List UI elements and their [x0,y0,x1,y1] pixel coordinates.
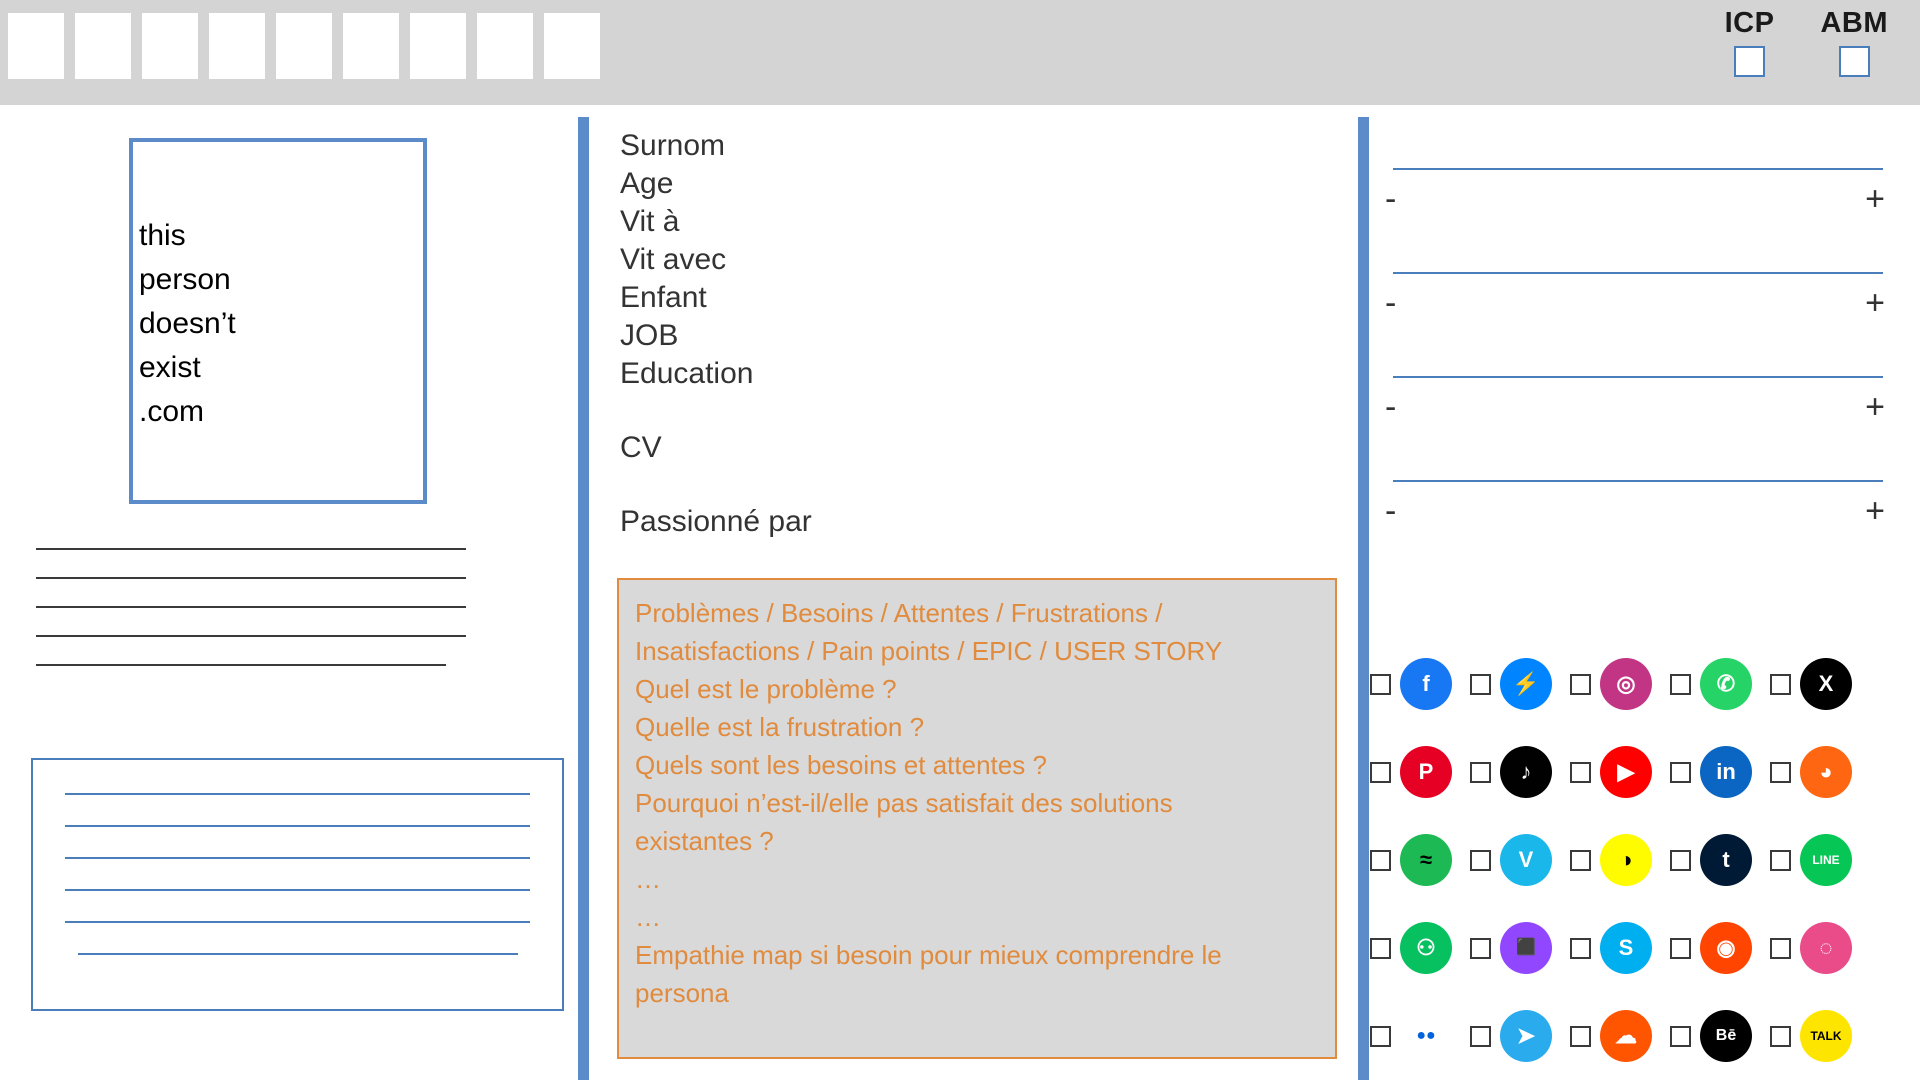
tab-box-4[interactable] [209,13,265,79]
field-age: Age [620,167,674,200]
social-icon-glyph: ◎ [1616,671,1636,696]
messenger-icon [1500,658,1552,710]
pain-points-box [617,578,1337,1059]
vimeo-icon [1500,834,1552,886]
topbar-toggle-group [1725,6,1888,77]
social-cell-dribbble[interactable] [1770,922,1870,974]
social-cell-twitch[interactable] [1470,922,1570,974]
photo-placeholder-line: doesn’t [139,307,236,340]
behance-icon [1700,1010,1752,1062]
social-checkbox-tumblr[interactable] [1670,850,1691,871]
social-checkbox-snapchat[interactable] [1570,850,1591,871]
x-twitter-icon [1800,658,1852,710]
social-icon-glyph: TALK [1810,1029,1842,1043]
social-cell-behance[interactable] [1670,1010,1770,1062]
social-cell-tumblr[interactable] [1670,834,1770,886]
tab-box-3[interactable] [142,13,198,79]
attribute-slider-group [1385,168,1885,584]
slider-plus-label: + [1865,180,1885,218]
notes-rule-block [36,548,466,693]
topbar-item-icp[interactable] [1725,6,1775,77]
note-rule-line [36,606,466,608]
social-icon-glyph: ◕ [1819,759,1833,784]
social-icon-glyph: ⚡ [1512,671,1540,696]
social-checkbox-instagram[interactable] [1570,674,1591,695]
tab-strip [8,13,600,79]
skype-icon [1600,922,1652,974]
social-icon-glyph: ⬛ [1516,939,1536,956]
social-icon-glyph: ▶ [1617,759,1635,784]
social-checkbox-kakaotalk[interactable] [1770,1026,1791,1047]
social-cell-flickr[interactable] [1370,1010,1470,1062]
pain-point-line: persona [635,978,729,1008]
pain-point-line: existantes ? [635,826,774,856]
pain-point-line: Insatisfactions / Pain points / EPIC / USER STORY [635,636,1223,666]
whatsapp-icon [1700,658,1752,710]
social-checkbox-wechat[interactable] [1370,938,1391,959]
social-cell-youtube[interactable] [1570,746,1670,798]
social-cell-reddit[interactable] [1670,922,1770,974]
social-icon-glyph: ◉ [1716,935,1736,960]
social-checkbox-messenger[interactable] [1470,674,1491,695]
social-icon-glyph: LINE [1812,853,1840,867]
tumblr-icon [1700,834,1752,886]
column-divider-right [1358,117,1369,1080]
social-checkbox-dribbble[interactable] [1770,938,1791,959]
social-checkbox-twitch[interactable] [1470,938,1491,959]
tab-box-1[interactable] [8,13,64,79]
topbar-item-checkbox[interactable] [1839,46,1870,77]
social-icon-glyph: X [1818,671,1834,696]
tiktok-icon [1500,746,1552,798]
photo-placeholder-line: this [139,219,186,252]
field-job: JOB [620,319,679,352]
slider-track[interactable] [1393,168,1883,170]
identity-field-list [620,127,812,541]
social-icon-glyph: S [1618,935,1634,960]
pain-point-line: Quelle est la frustration ? [635,712,925,742]
social-icon-glyph: ●● [1416,1027,1436,1044]
slider-track[interactable] [1393,272,1883,274]
social-checkbox-flickr[interactable] [1370,1026,1391,1047]
telegram-icon [1500,1010,1552,1062]
social-cell-soundcloud[interactable] [1570,1010,1670,1062]
pain-point-line: Empathie map si besoin pour mieux comprendre le [635,940,1222,970]
social-checkbox-telegram[interactable] [1470,1026,1491,1047]
notes-box[interactable] [31,758,564,1011]
attribute-slider-2[interactable] [1385,272,1885,376]
social-cell-telegram[interactable] [1470,1010,1570,1062]
social-checkbox-line[interactable] [1770,850,1791,871]
note-rule-line [36,664,446,666]
social-cell-x-twitter[interactable] [1770,658,1870,710]
social-cell-kakaotalk[interactable] [1770,1010,1870,1062]
social-icon-glyph: ☁ [1615,1023,1637,1048]
social-network-grid [1370,640,1870,1080]
tab-box-8[interactable] [477,13,533,79]
social-checkbox-tiktok[interactable] [1470,762,1491,783]
top-bar [0,0,1920,105]
notebox-rule-line [65,825,530,827]
field-cv: CV [620,431,662,464]
photo-placeholder-text [139,214,236,434]
slider-plus-label: + [1865,492,1885,530]
photo-placeholder-line: exist [139,351,201,384]
social-checkbox-firefox[interactable] [1770,762,1791,783]
notebox-rule-line [78,953,518,955]
social-icon-glyph: in [1716,759,1736,784]
field-passionne-par: Passionné par [620,505,812,538]
notebox-rule-line [65,921,530,923]
note-rule-line [36,548,466,550]
social-cell-tiktok[interactable] [1470,746,1570,798]
social-checkbox-reddit[interactable] [1670,938,1691,959]
pain-point-line: … [635,902,661,932]
social-cell-wechat[interactable] [1370,922,1470,974]
social-cell-pinterest[interactable] [1370,746,1470,798]
flickr-icon [1400,1010,1452,1062]
social-cell-linkedin[interactable] [1670,746,1770,798]
note-rule-line [36,577,466,579]
social-checkbox-youtube[interactable] [1570,762,1591,783]
pain-point-line: … [635,864,661,894]
field-vit-avec: Vit avec [620,243,727,276]
social-icon-glyph: ➤ [1516,1023,1536,1048]
social-icon-glyph: ⚇ [1416,935,1436,960]
slider-minus-label: - [1385,284,1397,322]
social-checkbox-whatsapp[interactable] [1670,674,1691,695]
social-checkbox-vimeo[interactable] [1470,850,1491,871]
social-cell-facebook[interactable] [1370,658,1470,710]
spotify-icon [1400,834,1452,886]
field-education: Education [620,357,754,390]
social-icon-glyph: ≈ [1419,847,1433,872]
social-cell-whatsapp[interactable] [1670,658,1770,710]
social-cell-skype[interactable] [1570,922,1670,974]
twitch-icon [1500,922,1552,974]
soundcloud-icon [1600,1010,1652,1062]
snapchat-icon [1600,834,1652,886]
social-checkbox-spotify[interactable] [1370,850,1391,871]
kakaotalk-icon [1800,1010,1852,1062]
facebook-icon [1400,658,1452,710]
attribute-slider-1[interactable] [1385,168,1885,272]
slider-minus-label: - [1385,388,1397,426]
tab-box-6[interactable] [343,13,399,79]
slider-minus-label: - [1385,180,1397,218]
social-icon-glyph: ◌ [1819,935,1833,960]
topbar-item-abm[interactable] [1820,6,1888,77]
tab-box-5[interactable] [276,13,332,79]
notebox-rule-line [65,889,530,891]
field-enfant: Enfant [620,281,707,314]
slider-track[interactable] [1393,480,1883,482]
social-checkbox-linkedin[interactable] [1670,762,1691,783]
field-vit: Vit à [620,205,680,238]
photo-placeholder-line: person [139,263,231,296]
social-checkbox-skype[interactable] [1570,938,1591,959]
tab-box-9[interactable] [544,13,600,79]
attribute-slider-3[interactable] [1385,376,1885,480]
social-checkbox-x-twitter[interactable] [1770,674,1791,695]
social-cell-snapchat[interactable] [1570,834,1670,886]
slider-track[interactable] [1393,376,1883,378]
note-rule-line [36,635,466,637]
wechat-icon [1400,922,1452,974]
social-icon-glyph: ♪ [1520,759,1532,784]
dribbble-icon [1800,922,1852,974]
reddit-icon [1700,922,1752,974]
firefox-icon [1800,746,1852,798]
social-icon-glyph: f [1422,671,1430,696]
social-cell-messenger[interactable] [1470,658,1570,710]
topbar-item-label: ICP [1724,7,1775,39]
social-cell-spotify[interactable] [1370,834,1470,886]
tab-box-7[interactable] [410,13,466,79]
social-cell-instagram[interactable] [1570,658,1670,710]
pain-point-line: Problèmes / Besoins / Attentes / Frustrations / [635,598,1163,628]
social-cell-line[interactable] [1770,834,1870,886]
social-checkbox-facebook[interactable] [1370,674,1391,695]
social-checkbox-pinterest[interactable] [1370,762,1391,783]
youtube-icon [1600,746,1652,798]
social-cell-firefox[interactable] [1770,746,1870,798]
social-icon-glyph: P [1418,759,1434,784]
notebox-rule-line [65,793,530,795]
topbar-item-label: ABM [1820,7,1888,39]
photo-placeholder-line: .com [139,395,205,428]
social-icon-glyph: ◑ [1619,847,1633,872]
social-checkbox-behance[interactable] [1670,1026,1691,1047]
attribute-slider-4[interactable] [1385,480,1885,584]
slider-plus-label: + [1865,388,1885,426]
notebox-rule-line [65,857,530,859]
social-icon-glyph: ✆ [1716,671,1736,696]
social-icon-glyph: t [1722,847,1730,872]
pain-point-line: Quels sont les besoins et attentes ? [635,750,1047,780]
social-icon-glyph: V [1518,847,1534,872]
column-divider-left [578,117,589,1080]
slider-minus-label: - [1385,492,1397,530]
pinterest-icon [1400,746,1452,798]
field-surnom: Surnom [620,129,726,162]
social-cell-vimeo[interactable] [1470,834,1570,886]
slider-plus-label: + [1865,284,1885,322]
pain-point-line: Pourquoi n’est-il/elle pas satisfait des solutions [635,788,1173,818]
pain-point-line: Quel est le problème ? [635,674,897,704]
line-icon [1800,834,1852,886]
instagram-icon [1600,658,1652,710]
topbar-item-checkbox[interactable] [1734,46,1765,77]
social-checkbox-soundcloud[interactable] [1570,1026,1591,1047]
social-icon-glyph: Bē [1715,1027,1737,1044]
tab-box-2[interactable] [75,13,131,79]
linkedin-icon [1700,746,1752,798]
